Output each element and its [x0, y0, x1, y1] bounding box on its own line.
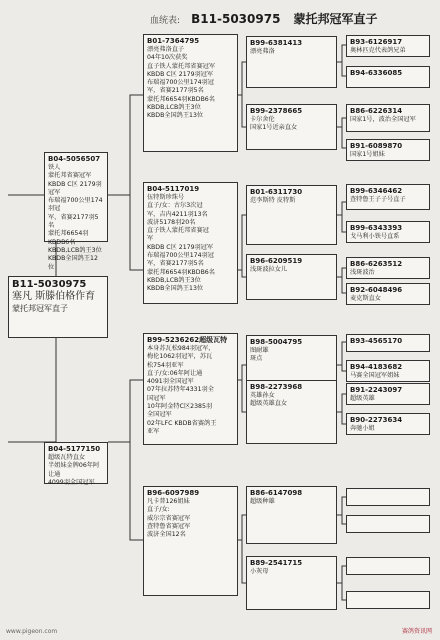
gen4-name: 奥林匹克代表鸽兄弟: [350, 47, 406, 54]
sire-dam-line: 直子/女：古尔3次冠: [147, 202, 203, 210]
dam-sire-line: 02年LFC KBDB省赛鸽王: [147, 419, 217, 427]
gen4-box-empty: [346, 515, 430, 533]
gen3-ring: B86-6147098: [250, 489, 303, 497]
dam-sire-name: 本身苏瓦松984羽冠军，: [147, 345, 215, 352]
gen3-ring: B99-2378665: [250, 107, 303, 115]
sire-dam-line: 蒙托邦6654羽KBDB6名: [147, 268, 215, 276]
sire-dam-line: KBDB C区 2179羽冠军: [147, 243, 214, 251]
gen4-name: 麦克斯直女: [350, 295, 381, 302]
gen3-ring: B01-6311730: [250, 188, 303, 196]
gen3-name: 漂亮弗洛: [250, 48, 275, 55]
gen4-name: 戈马利小铁号直系: [350, 233, 400, 240]
connector-gen4: [337, 45, 346, 600]
sire-dam-line: 布瑞福700公里174羽冠: [147, 252, 214, 260]
sire-dam-name: 伍特斯珍珠号: [147, 194, 185, 201]
gen4-box: [346, 334, 430, 352]
gen4-name: 国家1号，波治全国冠军: [350, 116, 416, 123]
gen4-ring: B94-6336085: [350, 69, 403, 77]
dam-name: 超级瓦特直女: [48, 454, 86, 461]
dam-dam-line: 波济全国12名: [147, 531, 186, 539]
header-name: 蒙托邦冠军直子: [293, 12, 378, 26]
gen3-name: 图耐雄: [250, 347, 269, 354]
gen4-ring: B93-6126917: [350, 38, 403, 46]
sire-sire-box: [143, 34, 238, 152]
sire-line: 布瑞福700公里174羽冠: [48, 197, 103, 213]
gen4-ring: B91-6089870: [350, 142, 403, 150]
header-label: 血统表:: [150, 16, 181, 26]
gen4-box: [346, 66, 430, 88]
gen4-ring: B99-6343393: [350, 224, 403, 232]
sire-dam-line: 直子铁人蒙托邦省赛冠: [147, 227, 209, 235]
gen3-ring: B98-5004795: [250, 338, 303, 346]
dam-line: 4099羽全国冠军: [48, 478, 95, 486]
sire-sire-line: 04年10次获奖: [147, 54, 188, 62]
sire-sire-name: 漂亮弗洛直子: [147, 46, 185, 53]
gen4-ring: B86-6226314: [350, 107, 403, 115]
sire-line: KBDB,LCB鸽王3位: [48, 246, 102, 254]
sire-name: 铁人: [48, 164, 61, 171]
gen4-name: 超级英雄: [350, 395, 375, 402]
sire-sire-line: KBDB C区 2179羽冠军: [147, 70, 214, 78]
sire-dam-box: [143, 182, 238, 304]
dam-sire-line: 全国冠军: [147, 411, 172, 419]
gen3-ring: B89-2541715: [250, 559, 303, 567]
header-ring: B11-5030975: [191, 12, 281, 26]
sire-sire-line: KBDB,LCB鸽王3位: [147, 104, 201, 112]
gen3-box: [246, 556, 337, 610]
dam-box: [44, 442, 108, 484]
gen4-ring: B91-2243097: [350, 386, 403, 394]
sire-dam-line: KBDB全国鸽王13位: [147, 285, 204, 293]
connector-dam: [108, 380, 143, 540]
sire-dam-line: 波济5178羽20名: [147, 218, 196, 226]
dam-line: 半姐妹金牌06年阿让通: [48, 462, 100, 478]
sire-dam-line: 军: [147, 235, 154, 243]
gen3-box: [246, 254, 337, 300]
dam-sire-line: 4091羽全国冠军: [147, 378, 194, 386]
dam-ring: B04-5177150: [48, 445, 101, 453]
gen4-name: 查特鲁王子子号直子: [350, 196, 406, 203]
dam-sire-line: 松754羽亚军: [147, 361, 184, 369]
gen4-name: 国家1号姐妹: [350, 151, 385, 158]
gen4-ring: B92-6048496: [350, 286, 403, 294]
gen3-box: [246, 486, 337, 544]
sire-sire-line: 蒙托邦6654羽KBDB6名: [147, 95, 215, 103]
dam-sire-line: 国冠军: [147, 394, 166, 402]
sire-ring: B04-5056507: [48, 155, 101, 163]
main-name: 塞凡 斯滕伯格作育: [12, 291, 96, 302]
gen3-name: 英雄孙女: [250, 392, 275, 399]
sire-box: [44, 152, 108, 271]
dam-dam-box: [143, 486, 238, 596]
gen4-box: [346, 184, 430, 210]
gen3-box: [246, 185, 337, 245]
sire-line: KBDB C区 2179羽冠军: [48, 180, 102, 196]
gen3-line: 国家1号近亲直女: [250, 124, 298, 132]
gen3-ring: B98-2273968: [250, 383, 303, 391]
dam-sire-line: 亚军: [147, 427, 160, 435]
gen4-box: [346, 257, 430, 279]
connector-gen3: [238, 62, 246, 583]
gen4-name: 浅斑波治: [350, 269, 375, 276]
gen4-name: 马赛全国冠军姐妹: [350, 372, 400, 379]
dam-sire-line: 梅伦1062羽冠军，苏瓦: [147, 353, 213, 361]
sire-line: KBDB全国鸽王12位: [48, 255, 98, 271]
sire-sire-line: 军，省赛2177羽5名: [147, 87, 204, 95]
gen4-box-empty: [346, 557, 430, 575]
sire-dam-ring: B04-5117019: [147, 185, 200, 193]
gen3-name: 范李斯特 皮特斯: [250, 197, 296, 204]
sire-sire-line: 布瑞福700公里174羽冠: [147, 79, 214, 87]
main-bird-box: [8, 276, 108, 338]
dam-sire-box: [143, 333, 238, 445]
gen4-ring: B86-6263512: [350, 260, 403, 268]
gen4-box: [346, 221, 430, 243]
gen3-name: 卡尔舍伦: [250, 116, 275, 123]
dam-dam-line: 直子/女:: [147, 506, 170, 514]
dam-dam-ring: B96-6097989: [147, 489, 200, 497]
sire-sire-line: 直子铁人蒙托邦省赛冠军: [147, 62, 216, 70]
gen4-box: [346, 139, 430, 161]
dam-sire-ring: B99-5236262超级瓦特: [147, 336, 228, 344]
main-ring: B11-5030975: [12, 279, 87, 290]
sire-line: 军，省赛2177羽5名: [48, 213, 99, 230]
gen3-name: 浅斑波拉女儿: [250, 266, 288, 273]
sire-line: 蒙托邦省赛冠军: [48, 172, 92, 180]
sire-sire-ring: B01-7364795: [147, 37, 200, 45]
main-line: 蒙托邦冠军直子: [12, 304, 68, 313]
sire-line: 蒙托邦6654羽KBDB6名: [48, 230, 89, 246]
gen4-ring: B94-4183682: [350, 363, 403, 371]
sire-dam-line: 军，吉内4211羽13名: [147, 210, 208, 218]
gen4-box-empty: [346, 591, 430, 609]
watermark-logo: 赛鸽资讯网: [401, 628, 432, 635]
dam-sire-line: 直子/女:06年阿让通: [147, 369, 203, 377]
gen4-box: [346, 104, 430, 132]
gen3-ring: B96-6209519: [250, 257, 303, 265]
dam-sire-line: 07年拉苏特年4331羽全: [147, 386, 214, 394]
gen4-ring: B90-2273634: [350, 416, 403, 424]
sire-sire-line: KBDB全国鸽王13位: [147, 112, 204, 120]
dam-dam-line: 威尔宗省赛冠军: [147, 514, 191, 522]
gen4-box: [346, 283, 430, 305]
dam-dam-name: 凡卡普126姐妹: [147, 498, 190, 505]
gen4-box: [346, 413, 430, 435]
sire-dam-line: KBDB,LCB鸽王3位: [147, 276, 201, 284]
gen4-ring: B99-6346462: [350, 187, 403, 195]
gen3-name: 超级种雄: [250, 498, 275, 505]
footer-url: www.pigeon.com: [6, 628, 58, 635]
sire-dam-line: 军，省赛2177羽5名: [147, 260, 204, 268]
dam-sire-line: 10年阿金特C区2385羽: [147, 403, 213, 411]
gen3-box: [246, 104, 337, 150]
gen4-name: 奔驰小姐: [350, 425, 375, 432]
gen3-name: 小灰母: [250, 568, 269, 575]
gen4-box: [346, 383, 430, 405]
gen3-box: [246, 380, 337, 444]
connector-sire: [108, 95, 143, 270]
gen3-ring: B99-6381413: [250, 39, 303, 47]
gen4-box-empty: [346, 488, 430, 506]
dam-dam-line: 查特鲁省赛冠军: [147, 522, 191, 530]
gen3-line: 超级英雄直女: [250, 400, 288, 408]
gen3-box: [246, 36, 337, 88]
gen4-box: [346, 360, 430, 382]
gen4-ring: B93-4565170: [350, 337, 403, 345]
gen3-line: 斑点: [250, 355, 263, 363]
gen4-box: [346, 35, 430, 57]
